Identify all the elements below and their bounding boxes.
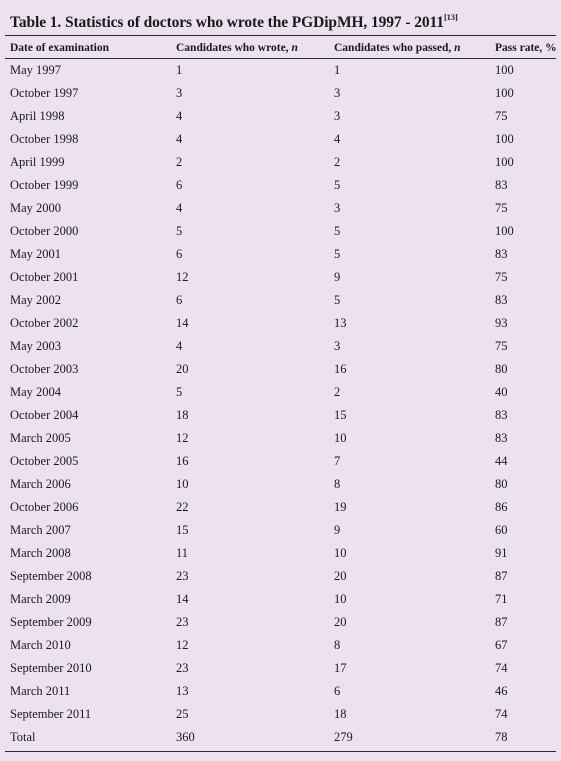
cell-pass-rate: 87 [495,615,508,629]
cell-candidates-passed: 10 [334,592,347,606]
table-row [10,611,556,634]
cell-candidates-wrote: 18 [176,408,189,422]
cell-pass-rate: 75 [495,201,508,215]
cell-candidates-passed: 19 [334,500,347,514]
cell-candidates-passed: 20 [334,615,347,629]
cell-candidates-passed: 7 [334,454,341,468]
table-row [10,335,556,358]
table-row [10,82,556,105]
bottom-rule [5,751,556,752]
cell-pass-rate: 80 [495,362,508,376]
table-title-reference: [13] [443,12,458,22]
table-row [10,289,556,312]
table-row [10,542,556,565]
cell-date: September 2010 [10,661,92,675]
cell-pass-rate: 75 [495,339,508,353]
table-row [10,703,556,726]
table-row [10,266,556,289]
total-row [10,726,556,749]
cell-candidates-passed: 5 [334,293,341,307]
cell-candidates-wrote: 23 [176,661,189,675]
table-row [10,243,556,266]
cell-candidates-wrote: 6 [176,293,183,307]
table-row [10,427,556,450]
cell-date: October 1999 [10,178,79,192]
cell-date: May 2004 [10,385,62,399]
cell-date: October 2000 [10,224,79,238]
cell-candidates-passed: 5 [334,178,341,192]
cell-date: October 2001 [10,270,79,284]
cell-date: May 2003 [10,339,62,353]
cell-date: March 2010 [10,638,71,652]
cell-date: March 2005 [10,431,71,445]
cell-candidates-wrote: 12 [176,638,189,652]
cell-candidates-passed: 9 [334,270,341,284]
table-row [10,473,556,496]
cell-date: September 2011 [10,707,92,721]
cell-pass-rate: 67 [495,638,508,652]
cell-candidates-passed: 3 [334,109,341,123]
cell-candidates-passed: 10 [334,431,347,445]
cell-candidates-wrote: 20 [176,362,189,376]
cell-date: October 1998 [10,132,79,146]
cell-pass-rate: 75 [495,109,508,123]
header-date: Date of examination [10,41,110,54]
header-row [10,36,556,59]
cell-pass-rate: 74 [495,661,508,675]
cell-candidates-passed: 20 [334,569,347,583]
cell-date: May 2000 [10,201,62,215]
cell-candidates-wrote: 6 [176,178,183,192]
table-row [10,657,556,680]
cell-date: October 2006 [10,500,79,514]
cell-candidates-passed: 4 [334,132,341,146]
cell-candidates-wrote: 23 [176,569,189,583]
cell-pass-rate: 100 [495,132,514,146]
cell-candidates-passed: 8 [334,638,341,652]
cell-pass-rate: 100 [495,86,514,100]
cell-candidates-wrote: 10 [176,477,189,491]
cell-pass-rate: 80 [495,477,508,491]
table-title-text: Table 1. Statistics of doctors who wrote the PGDipMH, 1997 - 2011 [10,14,444,31]
cell-candidates-wrote: 14 [176,592,189,606]
cell-candidates-passed: 10 [334,546,347,560]
cell-candidates-wrote: 1 [176,63,183,77]
cell-candidates-wrote: 4 [176,201,183,215]
cell-candidates-passed: 17 [334,661,347,675]
table-row [10,634,556,657]
header-pass-rate: Pass rate, % [495,41,557,54]
cell-date: May 2001 [10,247,62,261]
cell-pass-rate: 83 [495,247,508,261]
cell-date: October 2005 [10,454,79,468]
cell-pass-rate: 100 [495,63,514,77]
cell-pass-rate: 75 [495,270,508,284]
table-row [10,220,556,243]
cell-pass-rate: 74 [495,707,508,721]
cell-candidates-wrote: 16 [176,454,189,468]
cell-candidates-wrote: 360 [176,730,195,744]
cell-pass-rate: 78 [495,730,508,744]
cell-pass-rate: 91 [495,546,508,560]
cell-pass-rate: 40 [495,385,508,399]
cell-date: April 1998 [10,109,65,123]
cell-candidates-passed: 2 [334,155,341,169]
cell-pass-rate: 86 [495,500,508,514]
cell-date: September 2009 [10,615,92,629]
table-row [10,404,556,427]
cell-pass-rate: 100 [495,155,514,169]
cell-candidates-wrote: 14 [176,316,189,330]
cell-date: March 2011 [10,684,71,698]
table-row [10,174,556,197]
cell-date: March 2009 [10,592,71,606]
cell-candidates-wrote: 22 [176,500,189,514]
cell-candidates-passed: 13 [334,316,347,330]
cell-candidates-wrote: 5 [176,385,183,399]
table-row [10,496,556,519]
cell-date: October 2002 [10,316,79,330]
cell-pass-rate: 93 [495,316,508,330]
table-title [10,14,458,32]
cell-candidates-passed: 279 [334,730,353,744]
cell-pass-rate: 100 [495,224,514,238]
table-row [10,381,556,404]
table-row [10,59,556,82]
table-row [10,128,556,151]
cell-candidates-wrote: 4 [176,109,183,123]
cell-date: March 2006 [10,477,71,491]
table-row [10,197,556,220]
cell-candidates-passed: 2 [334,385,341,399]
cell-candidates-wrote: 6 [176,247,183,261]
cell-candidates-passed: 6 [334,684,341,698]
cell-pass-rate: 87 [495,569,508,583]
cell-candidates-passed: 3 [334,339,341,353]
cell-date: October 2004 [10,408,79,422]
cell-candidates-passed: 18 [334,707,347,721]
cell-date: March 2008 [10,546,71,560]
cell-pass-rate: 83 [495,408,508,422]
cell-candidates-wrote: 25 [176,707,189,721]
cell-candidates-passed: 5 [334,224,341,238]
table-row [10,105,556,128]
cell-pass-rate: 44 [495,454,508,468]
cell-candidates-wrote: 23 [176,615,189,629]
cell-candidates-wrote: 12 [176,270,189,284]
table-body [10,59,556,749]
cell-candidates-wrote: 12 [176,431,189,445]
table-row [10,151,556,174]
cell-candidates-wrote: 4 [176,132,183,146]
cell-candidates-wrote: 13 [176,684,189,698]
header-candidates-passed: Candidates who passed, n [334,41,461,54]
cell-pass-rate: 46 [495,684,508,698]
cell-candidates-wrote: 3 [176,86,183,100]
cell-date: March 2007 [10,523,71,537]
cell-candidates-passed: 9 [334,523,341,537]
cell-date: May 2002 [10,293,62,307]
cell-date: October 2003 [10,362,79,376]
cell-date: April 1999 [10,155,65,169]
table-row [10,358,556,381]
cell-date: May 1997 [10,63,62,77]
cell-candidates-passed: 5 [334,247,341,261]
header-candidates-wrote: Candidates who wrote, n [176,41,298,54]
cell-candidates-wrote: 15 [176,523,189,537]
cell-candidates-passed: 3 [334,201,341,215]
cell-candidates-wrote: 5 [176,224,183,238]
cell-date: Total [10,730,36,744]
cell-date: September 2008 [10,569,92,583]
cell-candidates-wrote: 2 [176,155,183,169]
table-row [10,565,556,588]
cell-pass-rate: 83 [495,293,508,307]
table-row [10,680,556,703]
cell-candidates-wrote: 11 [176,546,189,560]
cell-candidates-passed: 1 [334,63,341,77]
cell-pass-rate: 83 [495,178,508,192]
cell-candidates-passed: 16 [334,362,347,376]
table-row [10,450,556,473]
cell-pass-rate: 60 [495,523,508,537]
statistics-table [10,36,556,749]
cell-candidates-passed: 8 [334,477,341,491]
cell-candidates-passed: 15 [334,408,347,422]
table-row [10,588,556,611]
cell-candidates-passed: 3 [334,86,341,100]
cell-candidates-wrote: 4 [176,339,183,353]
cell-date: October 1997 [10,86,79,100]
table-row [10,519,556,542]
cell-pass-rate: 71 [495,592,508,606]
table-row [10,312,556,335]
cell-pass-rate: 83 [495,431,508,445]
